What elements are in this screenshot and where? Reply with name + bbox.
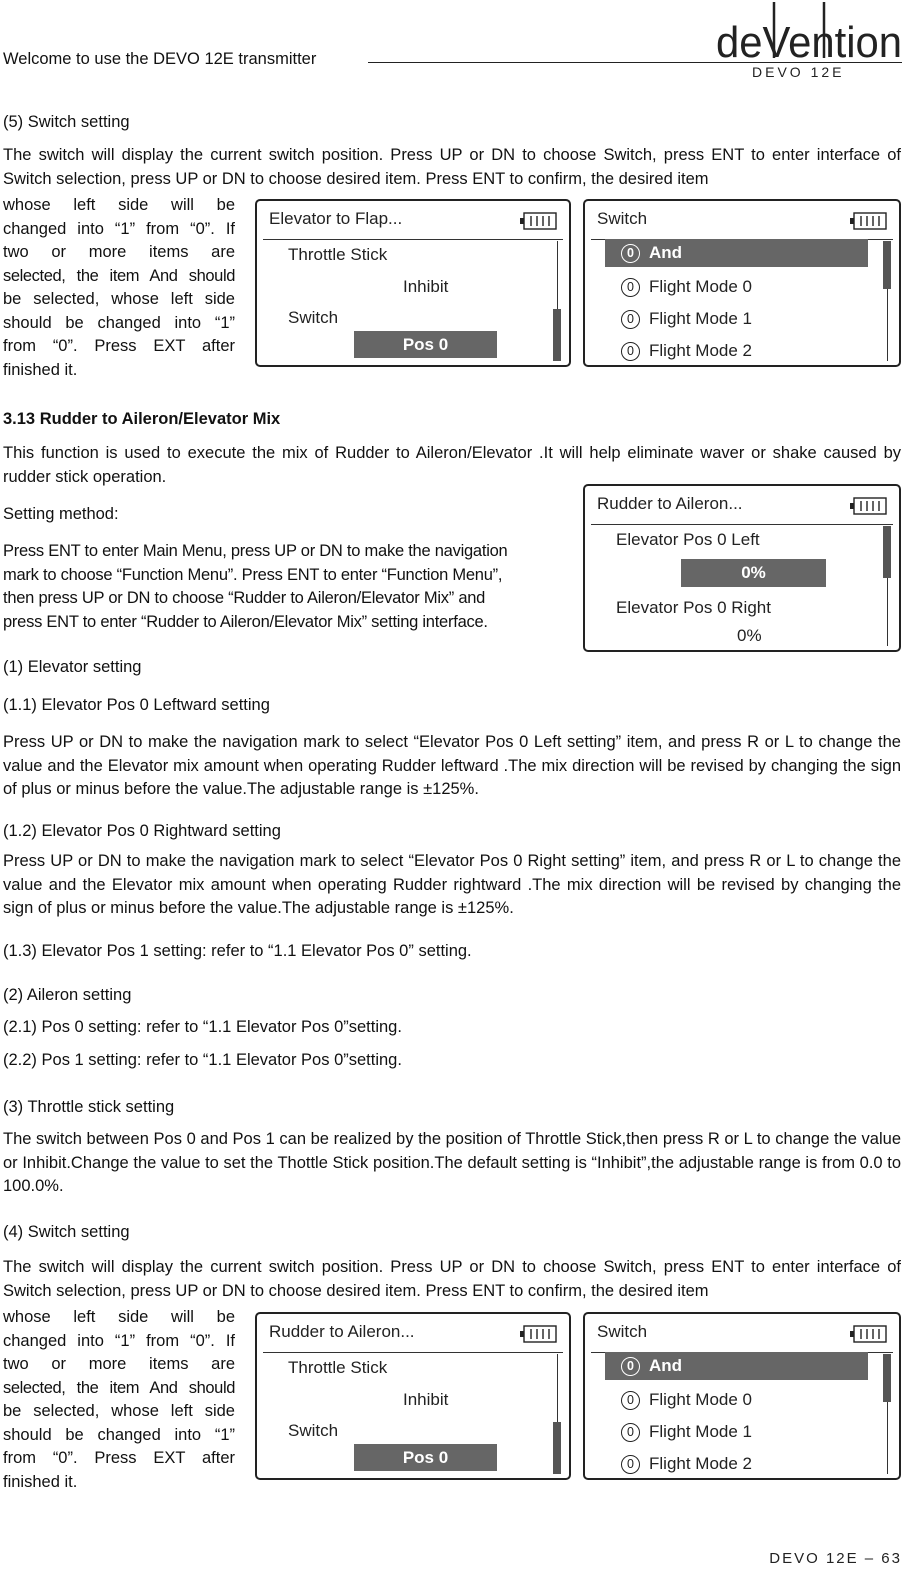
s313-method-line: then press UP or DN to choose “Rudder to Aileron/Elevator Mix” and [3,589,486,607]
switch-item-flight-mode-0[interactable]: 0 Flight Mode 0 [621,1390,752,1410]
sec5-heading: (5) Switch setting [3,113,130,131]
lcd-row-throttle-stick[interactable]: Throttle Stick [288,1358,388,1377]
lcd-value-pos0-selected[interactable]: Pos 0 [354,331,497,358]
s313-method-line: press ENT to enter “Rudder to Aileron/Elevator Mix” setting interface. [3,612,488,631]
zero-circle-icon: 0 [621,1455,640,1474]
p4-side-line: should be changed into “1” [3,1425,235,1444]
lcd-row-elevator-pos0-right[interactable]: Elevator Pos 0 Right [616,598,771,617]
scrollbar-thumb[interactable] [553,1422,561,1474]
sec5-side-line: changed into “1” from “0”. If [3,219,235,238]
lcd-title: Rudder to Aileron... [597,494,743,513]
p11-text: Press UP or DN to make the navigation mark to select “Elevator Pos 0 Left setting” item, and press R or L to change the value and the Elevator mix amount when operating Rudder leftward .The mix direction will be revised by changing the sign of plus or minus before the value.The adjustable range is ±125%. [3,733,901,798]
switch-item-and-selected[interactable]: 0 And [605,1352,868,1380]
lcd-title: Elevator to Flap... [269,209,403,228]
lcd-value-inhibit: Inhibit [403,277,449,296]
battery-icon [519,212,557,230]
scrollbar-thumb[interactable] [883,1354,891,1402]
svg-text:deVention: deVention [716,18,902,60]
devention-logo [716,0,902,60]
lcd-separator [263,1352,563,1353]
lcd-row-switch[interactable]: Switch [288,308,339,327]
s313-intro: This function is used to execute the mix of Rudder to Aileron/Elevator .It will help eliminate waver or shake caused by rudder stick operation. [3,444,901,486]
lcd-elevator-to-flap [255,199,571,367]
p4-side-line: be selected, whose left side [3,1402,235,1420]
switch-item-flight-mode-1[interactable]: 0 Flight Mode 1 [621,1422,752,1442]
p3-heading: (3) Throttle stick setting [3,1098,175,1116]
switch-item-flight-mode-0[interactable]: 0 Flight Mode 0 [621,277,752,297]
p3-text: The switch between Pos 0 and Pos 1 can be realized by the position of Throttle Stick,then press R or L to change the value or Inhibit.Change the value to set the Thottle Stick position.The default setting is “Inhibit”,the adjustable range is from 0.0 to 100.0%. [3,1130,901,1195]
lcd-title: Switch [597,1322,648,1341]
switch-item-flight-mode-2[interactable]: 0 Flight Mode 2 [621,1454,752,1474]
p4-text: The switch will display the current switch position. Press UP or DN to choose Switch, press ENT to enter interface of Switch selection, press UP or DN to choose desired item. Press ENT to confirm, the desired item [3,1258,901,1300]
sec5-intro: The switch will display the current switch position. Press UP or DN to choose Switch, press ENT to enter interface of Switch selection, press UP or DN to choose desired item. Press ENT to confirm, the desired item [3,146,901,188]
zero-circle-icon: 0 [621,342,640,361]
p21-text: (2.1) Pos 0 setting: refer to “1.1 Elevator Pos 0”setting. [3,1018,402,1036]
p4-side-line: finished it. [3,1472,78,1491]
zero-circle-icon: 0 [621,310,640,329]
lcd-title: Rudder to Aileron... [269,1322,415,1341]
lcd-separator [591,524,893,525]
lcd-rudder-to-aileron-switch [255,1312,571,1480]
sec5-side-line: finished it. [3,360,78,379]
p22-text: (2.2) Pos 1 setting: refer to “1.1 Elevator Pos 0”setting. [3,1051,402,1069]
zero-circle-icon: 0 [621,244,640,263]
p11-heading: (1.1) Elevator Pos 0 Leftward setting [3,696,270,714]
sec5-side-line: selected, the item And should [3,266,235,285]
lcd-value-right: 0% [737,626,762,645]
s313-method-text [3,540,575,634]
p4-side-line: changed into “1” from “0”. If [3,1331,235,1350]
lcd-row-elevator-pos0-left[interactable]: Elevator Pos 0 Left [616,530,760,549]
lcd-value-pos0-selected[interactable]: Pos 0 [354,1444,497,1471]
logo-model: DEVO 12E [752,64,845,80]
sec5-side-line: two or more items are [3,243,235,261]
lcd-row-switch[interactable]: Switch [288,1421,339,1440]
s313-method: Setting method: [3,505,119,523]
p13-text: (1.3) Elevator Pos 1 setting: refer to “1.1 Elevator Pos 0” setting. [3,942,472,960]
p4-side-line: selected, the item And should [3,1378,235,1397]
p4-side-line: whose left side will be [3,1308,235,1326]
sec5-side-text [3,194,235,382]
p1-heading: (1) Elevator setting [3,658,142,676]
sec5-side-line: whose left side will be [3,196,235,214]
switch-item-and-selected[interactable]: 0 And [605,239,868,267]
scrollbar-thumb[interactable] [883,241,891,289]
scrollbar-thumb[interactable] [553,309,561,361]
header-welcome: Welcome to use the DEVO 12E transmitter [3,50,317,68]
p4-side-line: from “0”. Press EXT after [3,1449,235,1467]
s313-heading: 3.13 Rudder to Aileron/Elevator Mix [3,410,281,428]
page-footer: DEVO 12E – 63 [769,1550,902,1567]
s313-method-line: Press ENT to enter Main Menu, press UP or DN to make the navigation [3,542,508,560]
lcd-title: Switch [597,209,648,228]
scrollbar-thumb[interactable] [883,526,891,578]
p4-heading: (4) Switch setting [3,1223,130,1241]
sec5-side-line: should be changed into “1” [3,313,235,332]
sec5-side-line: from “0”. Press EXT after [3,337,235,355]
p4-side-text [3,1306,235,1494]
battery-icon [849,212,887,230]
lcd-value-left-selected[interactable]: 0% [681,559,826,587]
s313-method-line: mark to choose “Function Menu”. Press ENT to enter “Function Menu”, [3,565,503,584]
zero-circle-icon: 0 [621,278,640,297]
zero-circle-icon: 0 [621,1357,640,1376]
lcd-separator [263,239,563,240]
header-rule [368,62,902,63]
p4-side-line: two or more items are [3,1355,235,1373]
battery-icon [519,1325,557,1343]
zero-circle-icon: 0 [621,1423,640,1442]
zero-circle-icon: 0 [621,1391,640,1410]
lcd-row-throttle-stick[interactable]: Throttle Stick [288,245,388,264]
lcd-switch-top [583,199,901,367]
p2-heading: (2) Aileron setting [3,986,132,1004]
p12-heading: (1.2) Elevator Pos 0 Rightward setting [3,822,281,840]
sec5-side-line: be selected, whose left side [3,290,235,308]
p12-text: Press UP or DN to make the navigation mark to select “Elevator Pos 0 Right setting” item, and press R or L to change the value and the Elevator mix amount when operating Rudder rightward .The mix direction will be revised by changing the sign of plus or minus before the value.The adjustable range is ±125%. [3,852,901,917]
battery-icon [849,497,887,515]
lcd-switch-bottom [583,1312,901,1480]
lcd-value-inhibit: Inhibit [403,1390,449,1409]
switch-item-flight-mode-2[interactable]: 0 Flight Mode 2 [621,341,752,361]
switch-item-flight-mode-1[interactable]: 0 Flight Mode 1 [621,309,752,329]
lcd-rudder-to-aileron-values [583,484,901,652]
battery-icon [849,1325,887,1343]
